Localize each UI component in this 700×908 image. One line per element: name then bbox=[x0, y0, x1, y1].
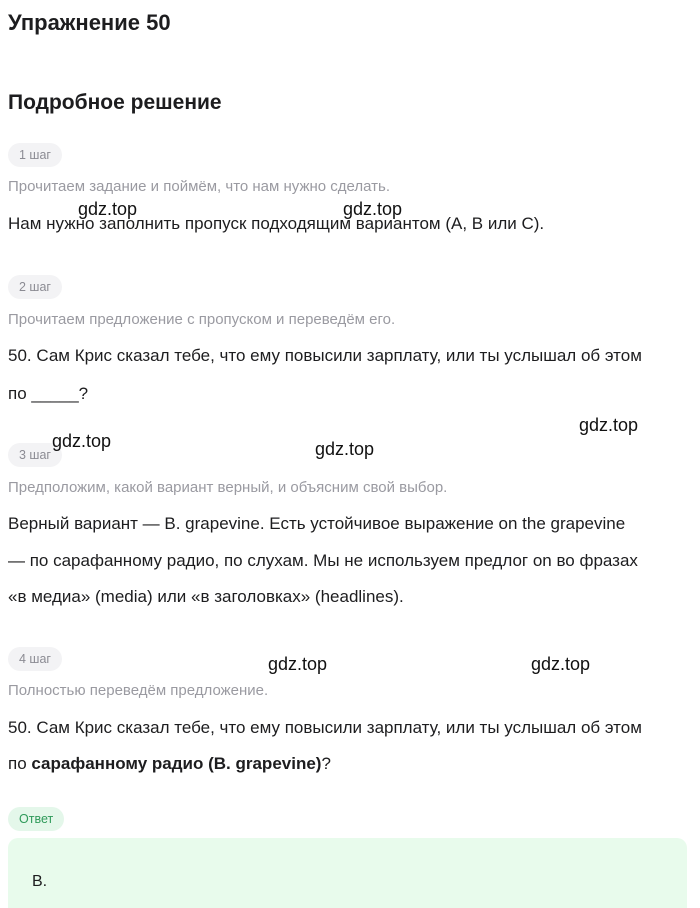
watermark: gdz.top bbox=[579, 415, 639, 435]
answer-badge: Ответ bbox=[8, 807, 64, 831]
step-4-hint: Полностью переведём предложение. bbox=[8, 682, 269, 699]
step-1-text: Нам нужно заполнить пропуск подходящим вариантом (A, B или C). bbox=[8, 214, 545, 233]
step-2-line-1: 50. Сам Крис сказал тебе, что ему повысили зарплату, или ты услышал об этом bbox=[8, 346, 642, 365]
step-3-line-2: — по сарафанному радио, по слухам. Мы не используем предлог on во фразах bbox=[8, 551, 638, 570]
watermark: gdz.top bbox=[78, 199, 138, 219]
step-2-badge: 2 шаг bbox=[8, 275, 62, 299]
watermark: gdz.top bbox=[268, 654, 328, 674]
step-3-line-3: «в медиа» (media) или «в заголовках» (headlines). bbox=[8, 587, 404, 606]
step-2-hint: Прочитаем предложение с пропуском и переведём его. bbox=[8, 311, 396, 328]
answer-text: B. bbox=[32, 873, 48, 890]
section-title: Подробное решение bbox=[8, 91, 222, 114]
step-4-badge: 4 шаг bbox=[8, 647, 62, 671]
step-2-line-2: по _____? bbox=[8, 384, 89, 403]
step-4-line-2-prefix: по bbox=[8, 754, 32, 773]
step-4-highlight: сарафанному радио (B. grapevine) bbox=[31, 754, 322, 773]
step-3-hint: Предположим, какой вариант верный, и объясним свой выбор. bbox=[8, 479, 448, 496]
watermark: gdz.top bbox=[315, 439, 375, 459]
step-4-line-1: 50. Сам Крис сказал тебе, что ему повысили зарплату, или ты услышал об этом bbox=[8, 718, 642, 737]
step-3-badge: 3 шаг bbox=[8, 443, 62, 467]
step-4-line-2-suffix: ? bbox=[321, 754, 331, 773]
step-3-line-1: Верный вариант — B. grapevine. Есть устойчивое выражение on the grapevine bbox=[8, 514, 626, 533]
step-1-badge: 1 шаг bbox=[8, 143, 62, 167]
answer-box bbox=[8, 838, 687, 908]
step-1-hint: Прочитаем задание и поймём, что нам нужно сделать. bbox=[8, 178, 391, 195]
step-4-line-2 bbox=[8, 745, 688, 783]
watermark: gdz.top bbox=[52, 431, 112, 451]
watermark: gdz.top bbox=[531, 654, 591, 674]
page-title: Упражнение 50 bbox=[8, 10, 171, 35]
watermark: gdz.top bbox=[343, 199, 403, 219]
